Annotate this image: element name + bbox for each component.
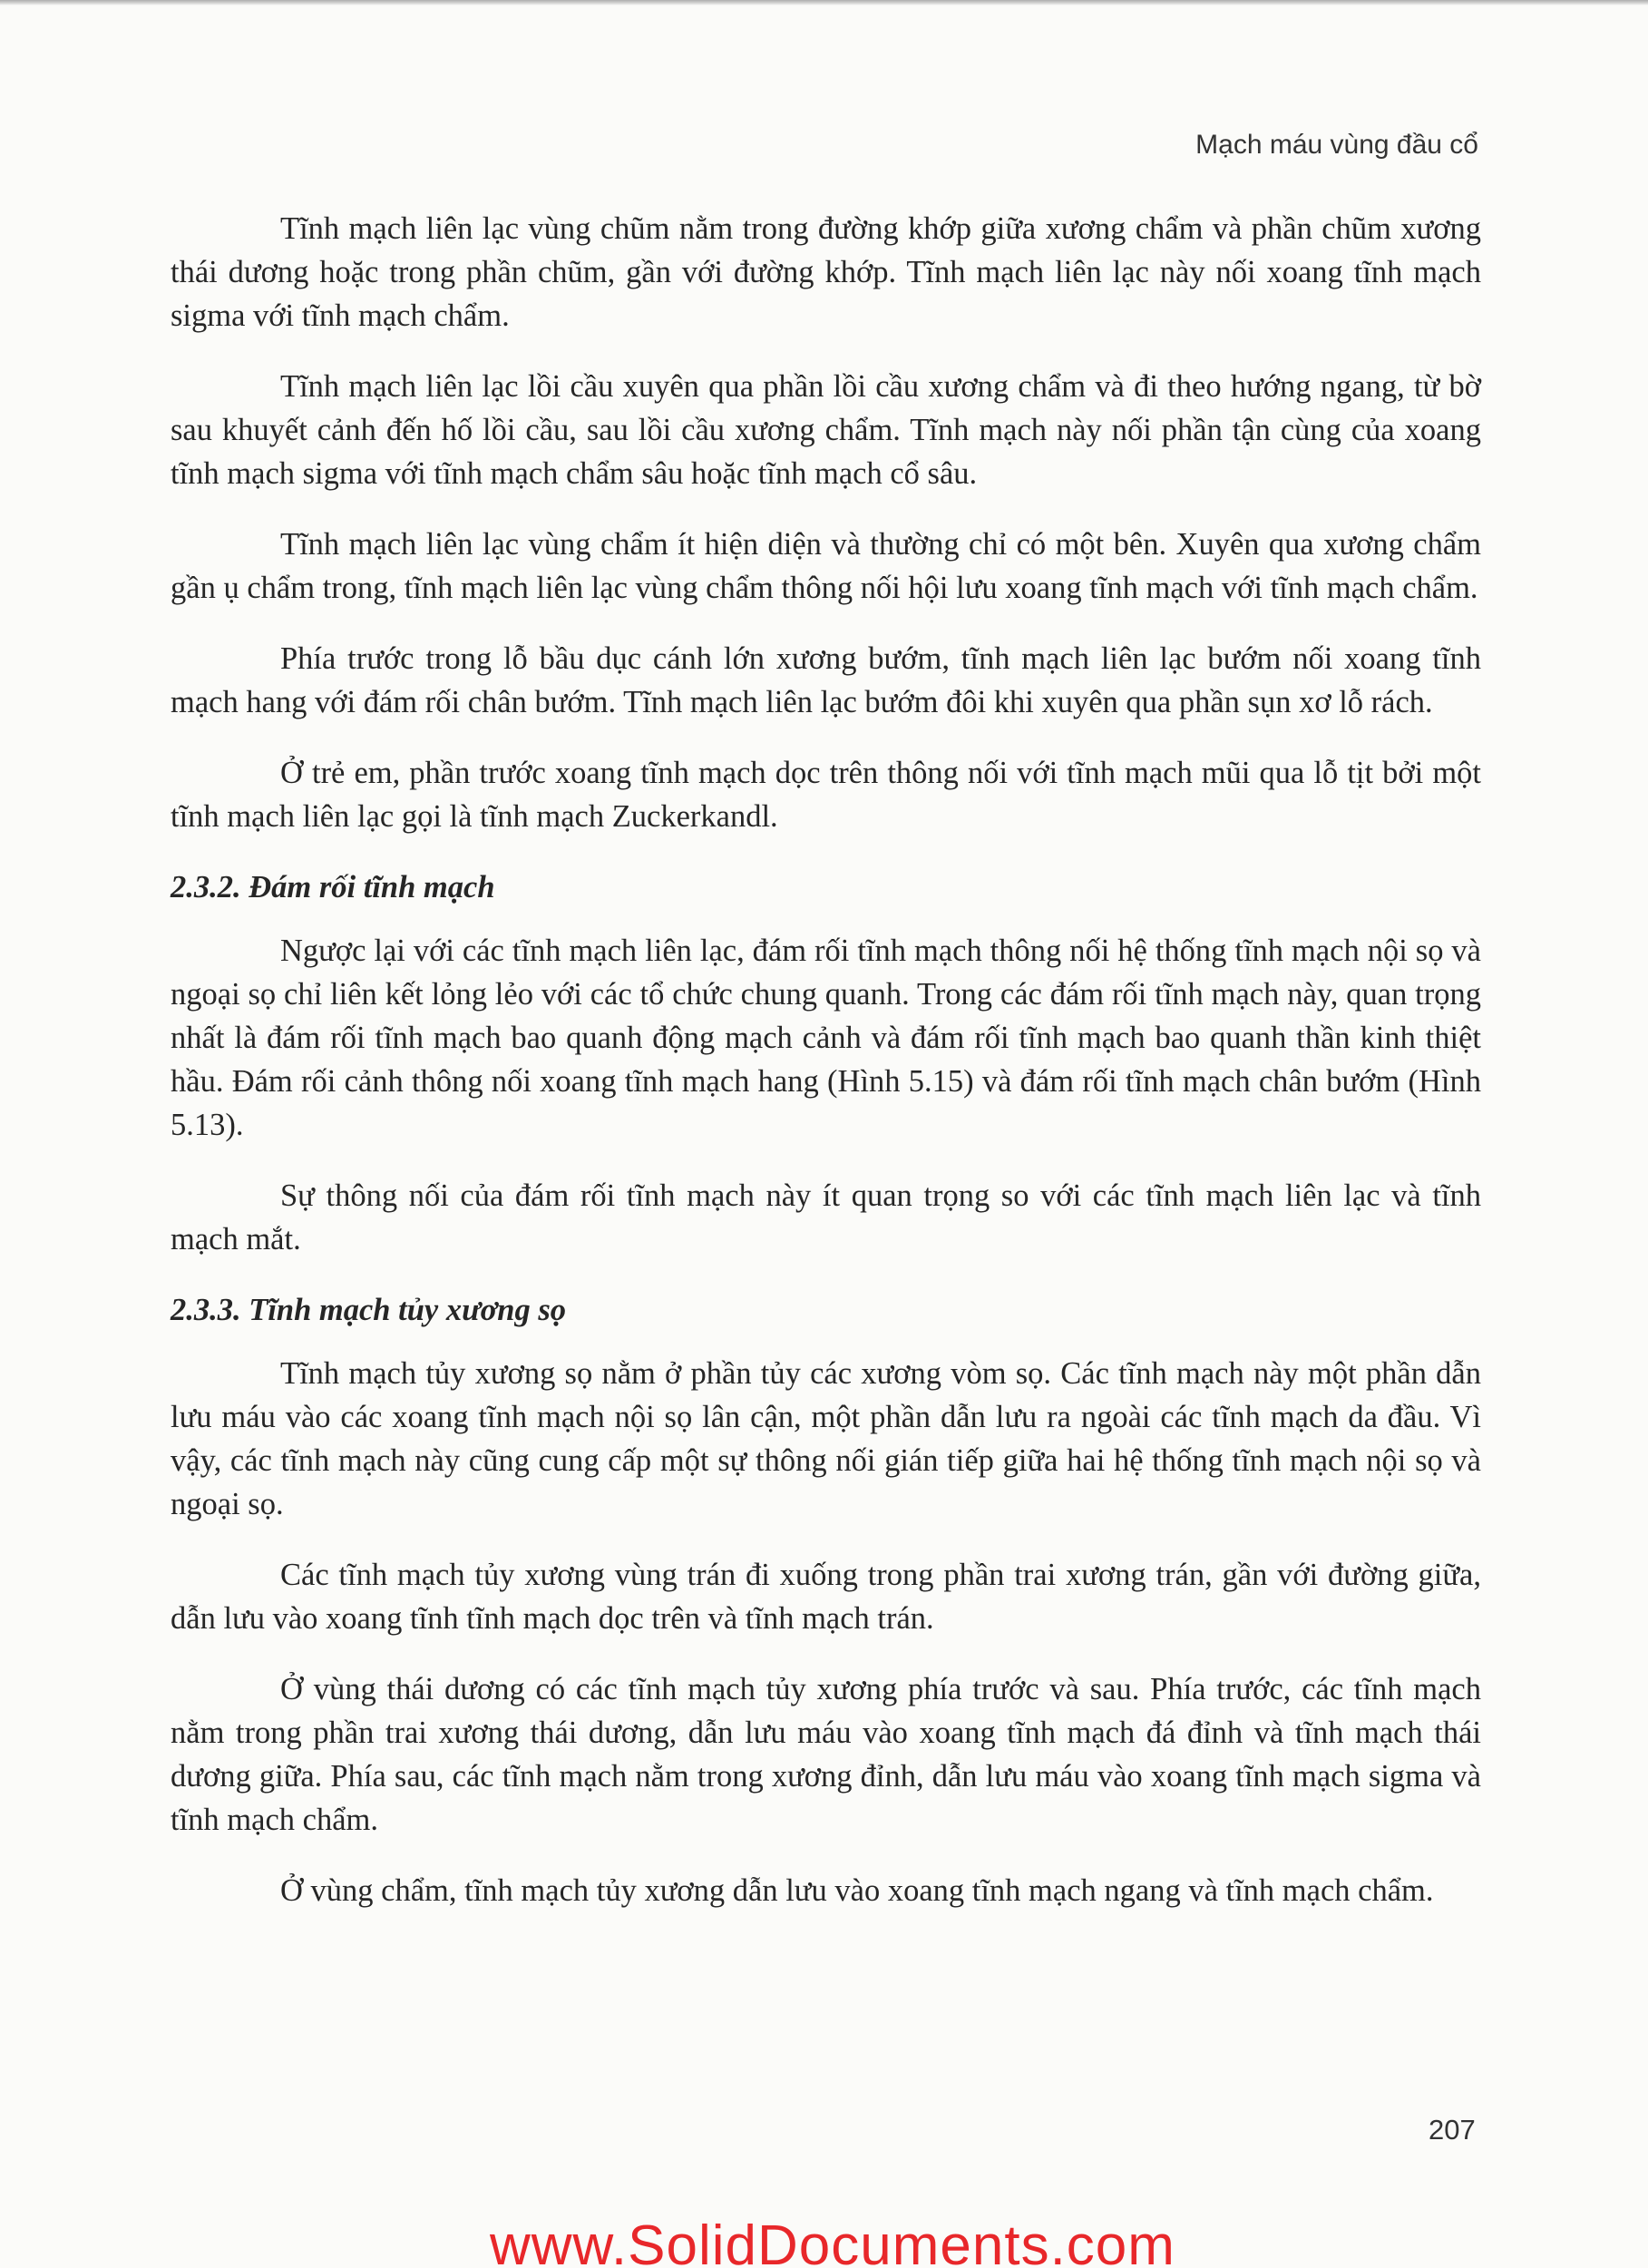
page-number: 207: [1429, 2114, 1476, 2146]
paragraph-zuckerkandl-vein: Ở trẻ em, phần trước xoang tĩnh mạch dọc trên thông nối với tĩnh mạch mũi qua lỗ tịt bởi một tĩnh mạch liên lạc gọi là tĩnh mạch Zuckerkandl.: [171, 756, 1481, 834]
paragraph-sphenoidal-emissary-vein: Phía trước trong lỗ bầu dục cánh lớn xương bướm, tĩnh mạch liên lạc bướm nối xoang tĩnh mạch hang với đám rối chân bướm. Tĩnh mạch liên lạc bướm đôi khi xuyên qua phần sụn xơ lỗ rách.: [171, 641, 1481, 719]
paragraph-plexus-connection: Sự thông nối của đám rối tĩnh mạch này ít quan trọng so với các tĩnh mạch liên lạc và tĩnh mạch mắt.: [171, 1178, 1481, 1256]
page-body: [171, 207, 1481, 1912]
paragraph-occipital-diploic-veins: Ở vùng chẩm, tĩnh mạch tủy xương dẫn lưu vào xoang tĩnh mạch ngang và tĩnh mạch chẩm.: [280, 1873, 1434, 1908]
watermark-text: www.SolidDocuments.com: [490, 2218, 1175, 2268]
paragraph-frontal-diploic-veins: Các tĩnh mạch tủy xương vùng trán đi xuống trong phần trai xương trán, gần với đường giữa, dẫn lưu vào xoang tĩnh tĩnh mạch dọc trên và tĩnh mạch trán.: [171, 1558, 1481, 1636]
paragraph-temporal-diploic-veins: Ở vùng thái dương có các tĩnh mạch tủy xương phía trước và sau. Phía trước, các tĩnh mạch nằm trong phần trai xương thái dương, dẫn lưu máu vào xoang tĩnh mạch đá đỉnh và tĩnh mạch thái dương giữa. Phía sau, các tĩnh mạch nằm trong xương đỉnh, dẫn lưu máu vào xoang tĩnh mạch sigma và tĩnh mạch chẩm.: [171, 1672, 1481, 1837]
paragraph-condylar-emissary-vein: Tĩnh mạch liên lạc lồi cầu xuyên qua phần lồi cầu xương chẩm và đi theo hướng ngang, từ bờ sau khuyết cảnh đến hố lồi cầu, sau lồi cầu xương chẩm. Tĩnh mạch này nối phần tận cùng của xoang tĩnh mạch sigma với tĩnh mạch chẩm sâu hoặc tĩnh mạch cổ sâu.: [171, 369, 1481, 491]
paragraph-occipital-emissary-vein: Tĩnh mạch liên lạc vùng chẩm ít hiện diện và thường chỉ có một bên. Xuyên qua xương chẩm gần ụ chẩm trong, tĩnh mạch liên lạc vùng chẩm thông nối hội lưu xoang tĩnh mạch với tĩnh mạch chẩm.: [171, 527, 1481, 605]
paragraph-diploic-veins: Tĩnh mạch tủy xương sọ nằm ở phần tủy các xương vòm sọ. Các tĩnh mạch này một phần dẫn lưu máu vào các xoang tĩnh mạch nội sọ lân cận, một phần dẫn lưu ra ngoài các tĩnh mạch da đầu. Vì vậy, các tĩnh mạch này cũng cung cấp một sự thông nối gián tiếp giữa hai hệ thống tĩnh mạch nội sọ và ngoại sọ.: [171, 1356, 1481, 1521]
paragraph-venous-plexus: Ngược lại với các tĩnh mạch liên lạc, đám rối tĩnh mạch thông nối hệ thống tĩnh mạch nội sọ và ngoại sọ chỉ liên kết lỏng lẻo với các tổ chức chung quanh. Trong các đám rối tĩnh mạch này, quan trọng nhất là đám rối tĩnh mạch bao quanh động mạch cảnh và đám rối tĩnh mạch bao quanh thần kinh thiệt hầu. Đám rối cảnh thông nối xoang tĩnh mạch hang (Hình 5.15) và đám rối tĩnh mạch chân bướm (Hình 5.13).: [171, 934, 1481, 1142]
section-heading-diploic-veins: 2.3.3. Tĩnh mạch tủy xương sọ: [171, 1293, 567, 1327]
running-header: Mạch máu vùng đầu cổ: [1195, 130, 1478, 160]
section-heading-venous-plexus: 2.3.2. Đám rối tĩnh mạch: [171, 870, 495, 904]
paragraph-mastoid-emissary-vein: Tĩnh mạch liên lạc vùng chũm nằm trong đường khớp giữa xương chẩm và phần chũm xương thái dương hoặc trong phần chũm, gần với đường khớp. Tĩnh mạch liên lạc này nối xoang tĩnh mạch sigma với tĩnh mạch chẩm.: [171, 211, 1481, 333]
scan-top-edge: [0, 0, 1648, 5]
